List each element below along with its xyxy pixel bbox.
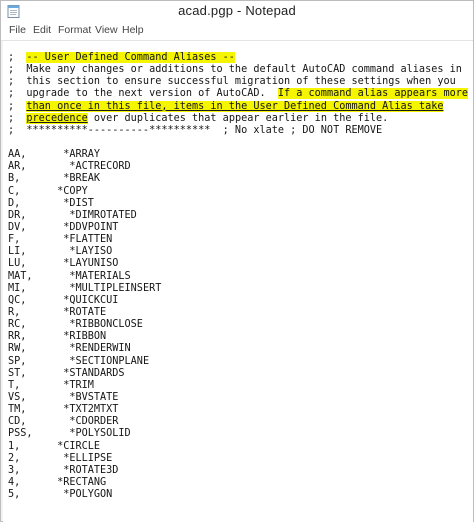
header-line [8, 52, 473, 64]
alias-key: RW, [8, 343, 27, 355]
alias-line [8, 343, 473, 355]
highlighted-text: than once in this file, items in the User Defined Command Alias take [26, 100, 444, 112]
alias-tab [33, 271, 70, 282]
menu-edit[interactable]: Edit [33, 24, 52, 36]
alias-command: *RIBBON [63, 331, 107, 343]
alias-key: SP, [8, 355, 27, 367]
alias-command: *FLATTEN [63, 234, 113, 246]
menu-bar [1, 22, 473, 41]
alias-tab [20, 465, 63, 476]
header-line [8, 88, 473, 100]
alias-command: *CIRCLE [57, 440, 101, 452]
alias-key: R, [8, 306, 21, 318]
alias-key: CD, [8, 416, 27, 428]
alias-line [8, 404, 473, 416]
alias-line [8, 453, 473, 465]
menu-help[interactable]: Help [122, 24, 144, 36]
menu-file[interactable]: File [9, 24, 26, 36]
alias-tab [26, 416, 69, 427]
alias-tab [20, 198, 63, 209]
alias-command: *MULTIPLEINSERT [69, 282, 162, 294]
alias-tab [26, 210, 69, 221]
alias-key: DR, [8, 209, 27, 221]
alias-line [8, 380, 473, 392]
alias-tab [26, 283, 69, 294]
alias-key: F, [8, 234, 21, 246]
alias-tab [26, 222, 63, 233]
alias-key: LI, [8, 246, 27, 258]
alias-line [8, 295, 473, 307]
alias-line [8, 356, 473, 368]
alias-key: T, [8, 379, 21, 391]
header-line [8, 76, 473, 88]
alias-tab [26, 161, 69, 172]
alias-line [8, 441, 473, 453]
alias-line [8, 198, 473, 210]
alias-key: MAT, [8, 270, 33, 282]
alias-line [8, 465, 473, 477]
alias-command: *ARRAY [63, 149, 101, 161]
alias-command: *LAYISO [69, 246, 113, 258]
alias-key: AA, [8, 149, 27, 161]
header-line [8, 125, 473, 137]
alias-key: PSS, [8, 428, 33, 440]
header-line-text: ; **********----------********** ; No xlate ; DO NOT REMOVE [8, 124, 383, 136]
header-line-text: ; [8, 100, 27, 112]
highlighted-text: -- User Defined Command Aliases -- [26, 52, 235, 63]
alias-command: *QUICKCUI [63, 294, 119, 306]
alias-line [8, 246, 473, 258]
menu-format[interactable]: Format [58, 24, 92, 36]
alias-command: *DDVPOINT [63, 221, 119, 233]
alias-key: RC, [8, 319, 27, 331]
alias-key: 5, [8, 489, 21, 501]
alias-key: C, [8, 185, 21, 197]
alias-line [8, 307, 473, 319]
alias-command: *POLYSOLID [69, 428, 131, 440]
highlighted-text: precedence [26, 112, 88, 124]
header-line [8, 101, 473, 113]
alias-tab [26, 356, 69, 367]
alias-key: ST, [8, 367, 27, 379]
alias-line [8, 489, 473, 501]
alias-line [8, 331, 473, 343]
alias-line [8, 210, 473, 222]
text-editor[interactable] [3, 41, 473, 522]
alias-command: *TXT2MTXT [63, 404, 119, 416]
alias-command: *TRIM [63, 379, 94, 391]
alias-command: *ELLIPSE [63, 452, 113, 464]
alias-key: LU, [8, 258, 27, 270]
header-line-text: ; this section to ensure successful migration of these settings when you [8, 76, 456, 88]
alias-key: DV, [8, 221, 27, 233]
alias-command: *POLYGON [63, 489, 113, 501]
alias-tab [20, 186, 57, 197]
alias-command: *CDORDER [69, 416, 119, 428]
header-line-text: ; Make any changes or additions to the default AutoCAD command aliases in [8, 64, 462, 76]
alias-line [8, 368, 473, 380]
alias-command: *COPY [57, 185, 88, 197]
alias-tab [26, 295, 63, 306]
blank-line [8, 137, 473, 149]
window-title: acad.pgp - Notepad [178, 3, 296, 18]
alias-tab [26, 246, 69, 257]
alias-line [8, 283, 473, 295]
alias-key: TM, [8, 404, 27, 416]
highlighted-text: If a command alias appears more [277, 88, 469, 100]
alias-line [8, 392, 473, 404]
header-line-text: ; [8, 52, 27, 63]
alias-command: *SECTIONPLANE [69, 355, 150, 367]
title-bar[interactable] [1, 1, 473, 23]
alias-tab [26, 258, 63, 269]
alias-key: D, [8, 197, 21, 209]
alias-line [8, 477, 473, 489]
alias-tab [26, 331, 63, 342]
alias-tab [26, 368, 63, 379]
alias-key: AR, [8, 161, 27, 173]
alias-tab [26, 392, 69, 403]
alias-line [8, 416, 473, 428]
alias-key: RR, [8, 331, 27, 343]
menu-view[interactable]: View [95, 24, 118, 36]
alias-line [8, 258, 473, 270]
alias-command: *MATERIALS [69, 270, 131, 282]
alias-line [8, 149, 473, 161]
header-line-suffix: over duplicates that appear earlier in the file. [87, 112, 389, 124]
alias-command: *ACTRECORD [69, 161, 131, 173]
alias-tab [33, 428, 70, 439]
header-line-text: ; upgrade to the next version of AutoCAD. [8, 88, 278, 100]
alias-command: *STANDARDS [63, 367, 125, 379]
alias-command: *RIBBONCLOSE [69, 319, 143, 331]
alias-tab [20, 234, 63, 245]
alias-tab [20, 380, 63, 391]
alias-tab [20, 453, 63, 464]
alias-key: 4, [8, 476, 21, 488]
alias-tab [20, 307, 63, 318]
alias-command: *LAYUNISO [63, 258, 119, 270]
alias-command: *RECTANG [57, 476, 107, 488]
alias-tab [26, 149, 63, 160]
alias-line [8, 428, 473, 440]
document-text[interactable] [3, 41, 473, 522]
alias-line [8, 271, 473, 283]
alias-line [8, 161, 473, 173]
alias-tab [26, 404, 63, 415]
alias-key: 1, [8, 440, 21, 452]
alias-command: *RENDERWIN [69, 343, 131, 355]
alias-tab [26, 343, 69, 354]
alias-tab [20, 441, 57, 452]
alias-command: *ROTATE [63, 306, 107, 318]
alias-key: VS, [8, 391, 27, 403]
alias-command: *BREAK [63, 173, 101, 185]
alias-command: *ROTATE3D [63, 464, 119, 476]
alias-tab [20, 477, 57, 488]
alias-line [8, 319, 473, 331]
alias-line [8, 234, 473, 246]
alias-line [8, 173, 473, 185]
alias-key: 3, [8, 464, 21, 476]
header-line-text: ; [8, 112, 27, 124]
alias-command: *DIMROTATED [69, 209, 137, 221]
alias-line [8, 186, 473, 198]
alias-command: *BVSTATE [69, 391, 119, 403]
alias-line [8, 222, 473, 234]
header-line [8, 113, 473, 125]
header-line [8, 64, 473, 76]
alias-key: B, [8, 173, 21, 185]
alias-tab [26, 319, 69, 330]
alias-tab [20, 173, 63, 184]
alias-key: QC, [8, 294, 27, 306]
alias-key: 2, [8, 452, 21, 464]
alias-command: *DIST [63, 197, 94, 209]
alias-key: MI, [8, 282, 27, 294]
alias-tab [20, 489, 63, 500]
